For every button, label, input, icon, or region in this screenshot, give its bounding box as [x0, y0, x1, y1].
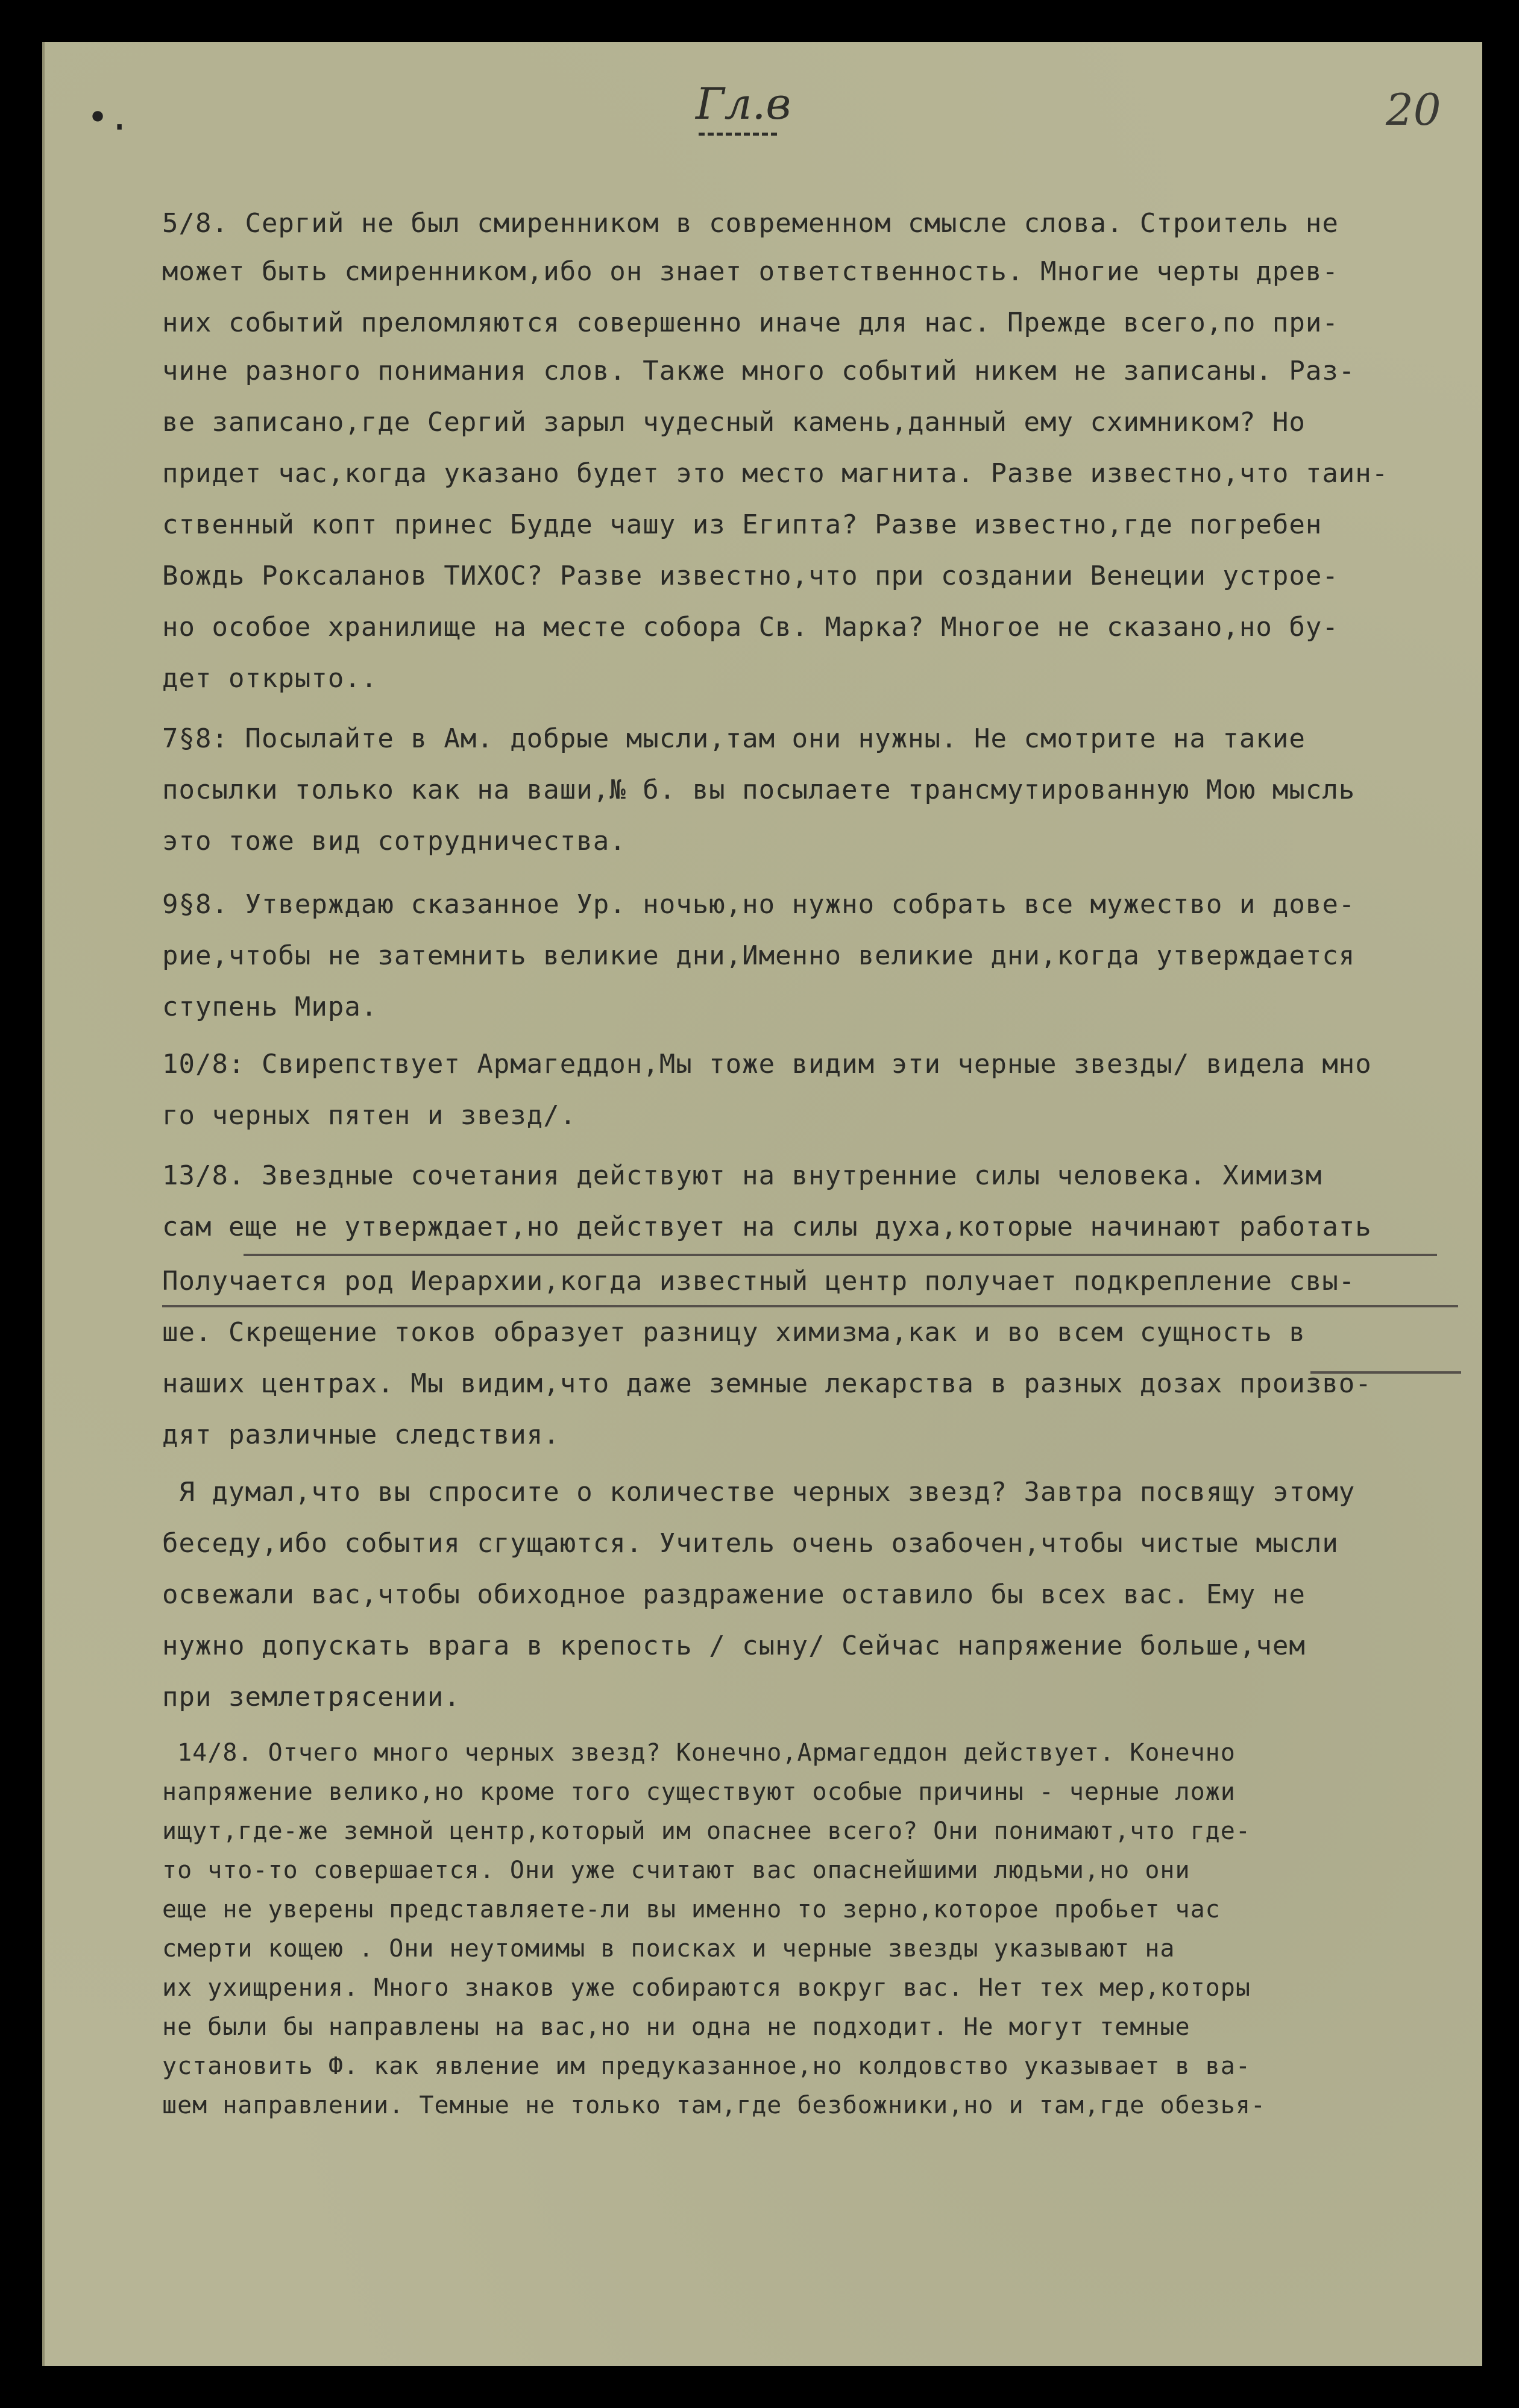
- text-line: дет открыто..: [162, 663, 378, 694]
- text-line: го черных пятен и звезд/.: [162, 1100, 577, 1131]
- text-line: ищут,где-же земной центр,который им опаснее всего? Они понимают,что где-: [162, 1817, 1251, 1845]
- text-line: придет час,когда указано будет это место магнита. Разве известно,что таин-: [162, 458, 1389, 489]
- text-line: может быть смиренником,ибо он знает ответственность. Многие черты древ-: [162, 256, 1339, 287]
- text-line: них событий преломляются совершенно иначе для нас. Прежде всего,по при-: [162, 307, 1339, 338]
- text-line: но особое хранилище на месте собора Св. Марка? Многое не сказано,но бу-: [162, 612, 1339, 643]
- text-line: шем направлении. Темные не только там,где безбожники,но и там,где обезья-: [162, 2092, 1266, 2119]
- text-line: Получается род Иерархии,когда известный центр получает подкрепление свы-: [162, 1266, 1356, 1297]
- corner-mark: •.: [87, 96, 131, 139]
- text-line: еще не уверены представляете-ли вы именно то зерно,которое пробьет час: [162, 1896, 1221, 1923]
- text-line: 9§8. Утверждаю сказанное Ур. ночью,но нужно собрать все мужество и дове-: [162, 889, 1356, 920]
- text-line: смерти кощею . Они неутомимы в поисках и черные звезды указывают на: [162, 1935, 1175, 1963]
- text-line: при землетрясении.: [162, 1682, 461, 1712]
- pencil-underline: [244, 1254, 1437, 1256]
- document-page: [42, 42, 1482, 2366]
- text-line: это тоже вид сотрудничества.: [162, 826, 626, 857]
- text-line: дят различные следствия.: [162, 1419, 560, 1450]
- text-line: ве записано,где Сергий зарыл чудесный камень,данный ему схимником? Но: [162, 407, 1306, 438]
- text-line: чине разного понимания слов. Также много событий никем не записаны. Раз-: [162, 356, 1356, 386]
- text-line: ственный копт принес Будде чашу из Египта? Разве известно,где погребен: [162, 509, 1322, 540]
- text-line: освежали вас,чтобы обиходное раздражение оставило бы всех вас. Ему не: [162, 1579, 1306, 1610]
- text-line: то что-то совершается. Они уже считают вас опаснейшими людьми,но они: [162, 1856, 1190, 1884]
- text-line: 14/8. Отчего много черных звезд? Конечно,Армагеддон действует. Конечно: [162, 1739, 1236, 1767]
- pencil-underline: [162, 1305, 1458, 1307]
- typed-text-body: [45, 42, 1482, 2366]
- text-line: посылки только как на ваши,№ б. вы посылаете трансмутированную Мою мысль: [162, 775, 1356, 805]
- text-line: 13/8. Звездные сочетания действуют на внутренние силы человека. Химизм: [162, 1160, 1322, 1191]
- text-line: рие,чтобы не затемнить великие дни,Именно великие дни,когда утверждается: [162, 940, 1356, 971]
- text-line: 5/8. Сергий не был смиренником в современном смысле слова. Строитель не: [162, 208, 1339, 239]
- text-line: 10/8: Свирепствует Армагеддон,Мы тоже видим эти черные звезды/ видела мно: [162, 1049, 1372, 1080]
- text-line: 7§8: Посылайте в Ам. добрые мысли,там они нужны. Не смотрите на такие: [162, 723, 1306, 754]
- page-number: 20: [1386, 84, 1441, 135]
- text-line: наших центрах. Мы видим,что даже земные лекарства в разных дозах произво-: [162, 1368, 1372, 1399]
- text-line: сам еще не утверждает,но действует на силы духа,которые начинают работать: [162, 1212, 1372, 1242]
- text-line: их ухищрения. Много знаков уже собираются вокруг вас. Нет тех мер,которы: [162, 1974, 1251, 2002]
- pencil-underline: [1310, 1371, 1461, 1374]
- text-line: Я думал,что вы спросите о количестве черных звезд? Завтра посвящу этому: [162, 1477, 1356, 1507]
- text-line: не были бы направлены на вас,но ни одна не подходит. Не могут темные: [162, 2013, 1190, 2041]
- text-line: установить Ф. как явление им предуказанное,но колдовство указывает в ва-: [162, 2052, 1251, 2080]
- text-line: нужно допускать врага в крепость / сыну/ Сейчас напряжение больше,чем: [162, 1630, 1306, 1661]
- handwritten-title: Гл.в: [696, 78, 791, 129]
- text-line: Вождь Роксаланов ТИХОС? Разве известно,что при создании Венеции устрое-: [162, 561, 1339, 591]
- text-line: ше. Скрещение токов образует разницу химизма,как и во всем сущность в: [162, 1317, 1306, 1348]
- text-line: напряжение велико,но кроме того существуют особые причины - черные ложи: [162, 1778, 1236, 1806]
- text-line: ступень Мира.: [162, 992, 378, 1022]
- text-line: беседу,ибо события сгущаются. Учитель очень озабочен,чтобы чистые мысли: [162, 1528, 1339, 1559]
